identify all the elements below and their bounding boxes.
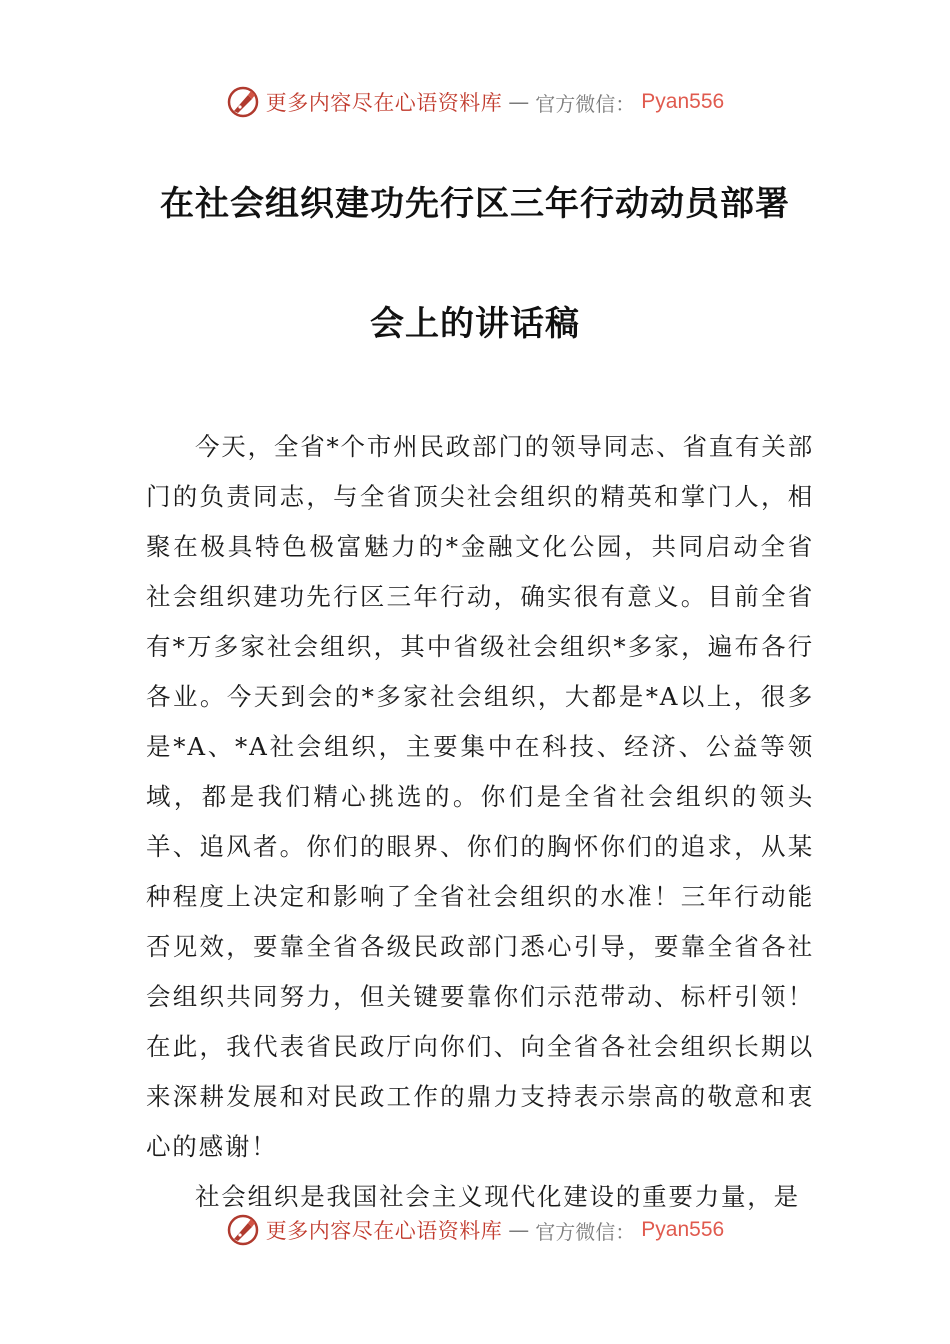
banner-main-text: 更多内容尽在心语资料库 — [265, 91, 503, 115]
footer-banner — [0, 1210, 950, 1250]
banner-wechat-id: Pyan556 — [641, 1218, 725, 1241]
banner-wechat-label: 官方微信： — [535, 91, 636, 116]
document-title-line-2: 会上的讲话稿 — [370, 304, 580, 344]
pen-nib-icon — [226, 85, 260, 119]
header-banner — [0, 82, 950, 122]
banner-wechat-label: 官方微信： — [535, 1219, 636, 1244]
pen-nib-icon — [226, 1213, 260, 1247]
document-body — [146, 422, 814, 1222]
paragraph: 社会组织是我国社会主义现代化建设的重要力量，是 — [195, 1182, 800, 1211]
document-title-line-1: 在社会组织建功先行区三年行动动员部署 — [160, 184, 790, 224]
banner-separator: — — [508, 1218, 530, 1242]
banner-separator: — — [508, 90, 530, 114]
paragraph: 今天，全省*个市州民政部门的领导同志、省直有关部门的负责同志，与全省顶尖社会组织的精英和掌门人，相聚在极具特色极富魅力的*金融文化公园，共同启动全省社会组织建功先行区三年行动，确实很有意义。目前全省有*万多家社会组织，其中省级社会组织*多家，遍布各行各业。今天到会的*多家社会组织，大都是*A以上，很多是*A、*A社会组织，主要集中在科技、经济、公益等领域，都是我们精心挑选的。你们是全省社会组织的领头羊、追风者。你们的眼界、你们的胸怀你们的追求，从某种程度上决定和影响了全省社会组织的水准！三年行动能否见效，要靠全省各级民政部门悉心引导，要靠全省各社会组织共同努力，但关键要靠你们示范带动、标杆引领！在此，我代表省民政厅向你们、向全省各社会组织长期以来深耕发展和对民政工作的鼎力支持表示崇高的敬意和衷心的感谢！ — [146, 432, 814, 1161]
banner-wechat-id: Pyan556 — [641, 90, 725, 113]
banner-main-text: 更多内容尽在心语资料库 — [265, 1219, 503, 1243]
